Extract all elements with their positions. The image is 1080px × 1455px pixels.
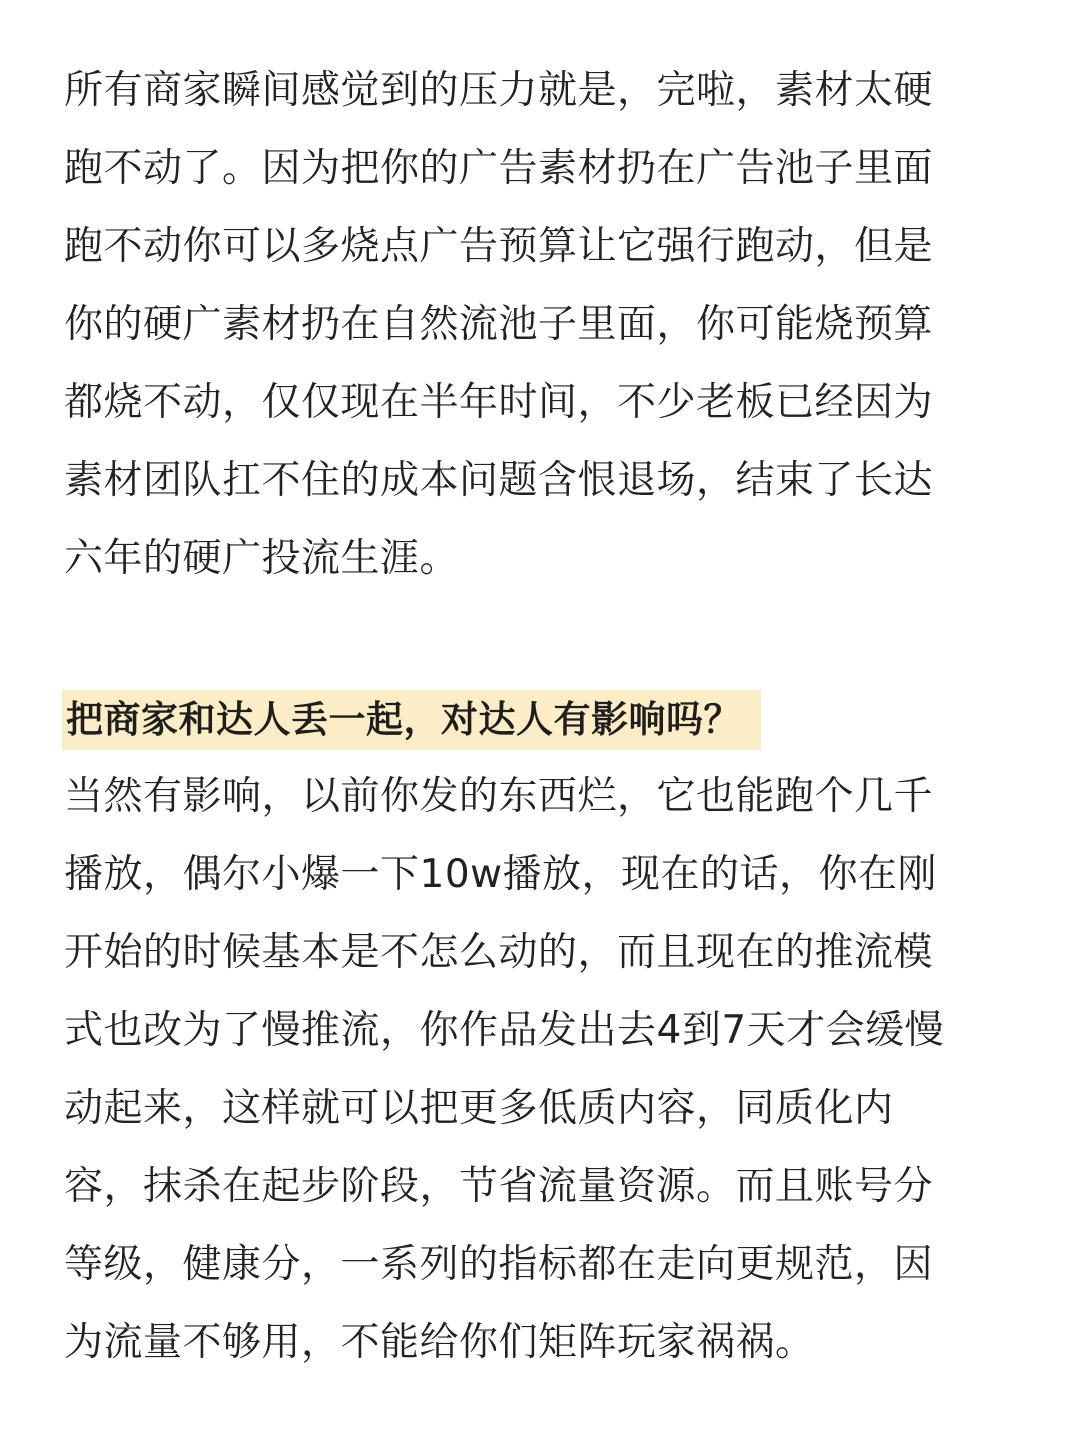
section-heading: 把商家和达人丢一起，对达人有影响吗？	[62, 690, 761, 750]
paragraph-line: 你的硬广素材扔在自然流池子里面，你可能烧预算	[64, 302, 934, 347]
paragraph-line: 式也改为了慢推流，你作品发出去4到7天才会缓慢	[64, 1008, 945, 1053]
paragraph-line: 跑不动你可以多烧点广告预算让它强行跑动，但是	[64, 224, 934, 269]
paragraph-line: 等级，健康分，一系列的指标都在走向更规范，因	[64, 1242, 934, 1287]
paragraph-line: 容，抹杀在起步阶段，节省流量资源。而且账号分	[64, 1164, 934, 1209]
paragraph-line: 当然有影响，以前你发的东西烂，它也能跑个几千	[64, 774, 934, 819]
paragraph-2	[64, 758, 1014, 1382]
section-heading-wrapper	[62, 690, 761, 750]
paragraph-line: 六年的硬广投流生涯。	[64, 536, 460, 581]
paragraph-line: 素材团队扛不住的成本问题含恨退场，结束了长达	[64, 458, 934, 503]
paragraph-1	[64, 52, 1014, 598]
paragraph-line: 都烧不动，仅仅现在半年时间，不少老板已经因为	[64, 380, 934, 425]
paragraph-line: 跑不动了。因为把你的广告素材扔在广告池子里面	[64, 146, 934, 191]
paragraph-line: 开始的时候基本是不怎么动的，而且现在的推流模	[64, 930, 934, 975]
paragraph-line: 为流量不够用，不能给你们矩阵玩家祸祸。	[64, 1320, 815, 1365]
paragraph-line: 播放，偶尔小爆一下10w播放，现在的话，你在刚	[64, 852, 938, 897]
paragraph-line: 所有商家瞬间感觉到的压力就是，完啦，素材太硬	[64, 68, 934, 113]
paragraph-line: 动起来，这样就可以把更多低质内容，同质化内	[64, 1086, 894, 1131]
